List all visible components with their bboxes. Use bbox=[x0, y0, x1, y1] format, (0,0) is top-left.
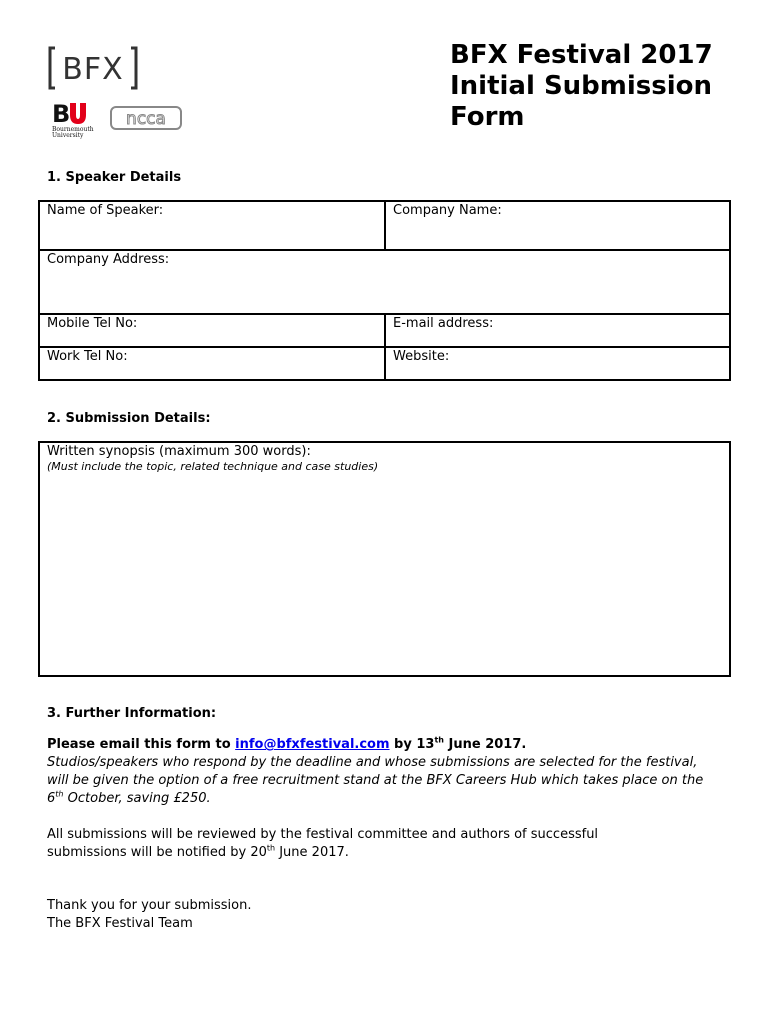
bfx-logo bbox=[47, 44, 139, 92]
recruitment-note-text: Studios/speakers who respond by the deadline and whose submissions are selected for the festival, will be given the option of a free recruitment stand at the BFX Careers Hub which takes place on the 6 bbox=[47, 755, 704, 806]
bu-logo bbox=[51, 100, 101, 140]
title-line-3: Form bbox=[450, 102, 525, 132]
svg-text:BFX: BFX bbox=[62, 52, 124, 87]
work-tel-label: Work Tel No: bbox=[47, 349, 128, 364]
website-label: Website: bbox=[393, 349, 450, 364]
bu-logo-u bbox=[70, 103, 86, 124]
email-instruction-prefix: Please email this form to bbox=[47, 737, 236, 752]
recruitment-note bbox=[47, 754, 707, 808]
email-instruction-date: by 13 bbox=[389, 737, 435, 752]
email-address-field[interactable] bbox=[386, 315, 729, 346]
ncca-logo bbox=[110, 106, 182, 130]
mobile-tel-label: Mobile Tel No: bbox=[47, 316, 138, 331]
review-note bbox=[47, 826, 667, 862]
company-name-label: Company Name: bbox=[393, 203, 502, 218]
review-note-sup: th bbox=[266, 843, 276, 853]
email-instruction-sup: th bbox=[434, 735, 444, 745]
synopsis-field[interactable] bbox=[38, 441, 731, 677]
email-instruction-end: June 2017. bbox=[444, 737, 527, 752]
review-note-text: All submissions will be reviewed by the festival committee and authors of successful submissions will be notified by 20 bbox=[47, 827, 599, 860]
work-tel-field[interactable] bbox=[40, 348, 384, 379]
synopsis-note: (Must include the topic, related technique and case studies) bbox=[47, 460, 379, 473]
team-signoff: The BFX Festival Team bbox=[47, 916, 193, 931]
bu-logo-sub2: University bbox=[52, 132, 84, 139]
further-information-heading: 3. Further Information: bbox=[47, 706, 217, 721]
email-address-label: E-mail address: bbox=[393, 316, 494, 331]
company-address-label: Company Address: bbox=[47, 252, 170, 267]
mobile-tel-field[interactable] bbox=[40, 315, 384, 346]
synopsis-label: Written synopsis (maximum 300 words): bbox=[47, 444, 311, 459]
title-line-1: BFX Festival 2017 bbox=[450, 40, 713, 70]
submission-details-heading: 2. Submission Details: bbox=[47, 411, 211, 426]
title-line-2: Initial Submission bbox=[450, 71, 713, 101]
page-title bbox=[450, 40, 760, 133]
bu-logo-sub1: Bournemouth bbox=[52, 126, 94, 133]
recruitment-note-end: October, saving £250. bbox=[63, 791, 211, 806]
bu-logo-b: B bbox=[52, 100, 71, 128]
speaker-name-label: Name of Speaker: bbox=[47, 203, 164, 218]
speaker-name-field[interactable] bbox=[40, 202, 384, 249]
email-instruction bbox=[47, 736, 727, 754]
speaker-details-table bbox=[38, 200, 731, 381]
review-note-end: June 2017. bbox=[275, 845, 349, 860]
recruitment-note-sup: th bbox=[55, 789, 64, 799]
website-field[interactable] bbox=[386, 348, 729, 379]
speaker-details-heading: 1. Speaker Details bbox=[47, 170, 182, 185]
email-link[interactable]: info@bfxfestival.com bbox=[235, 737, 390, 752]
company-name-field[interactable] bbox=[386, 202, 729, 249]
company-address-field[interactable] bbox=[40, 251, 729, 313]
thanks-text: Thank you for your submission. bbox=[47, 898, 252, 913]
ncca-logo-text: ncca bbox=[126, 109, 166, 129]
